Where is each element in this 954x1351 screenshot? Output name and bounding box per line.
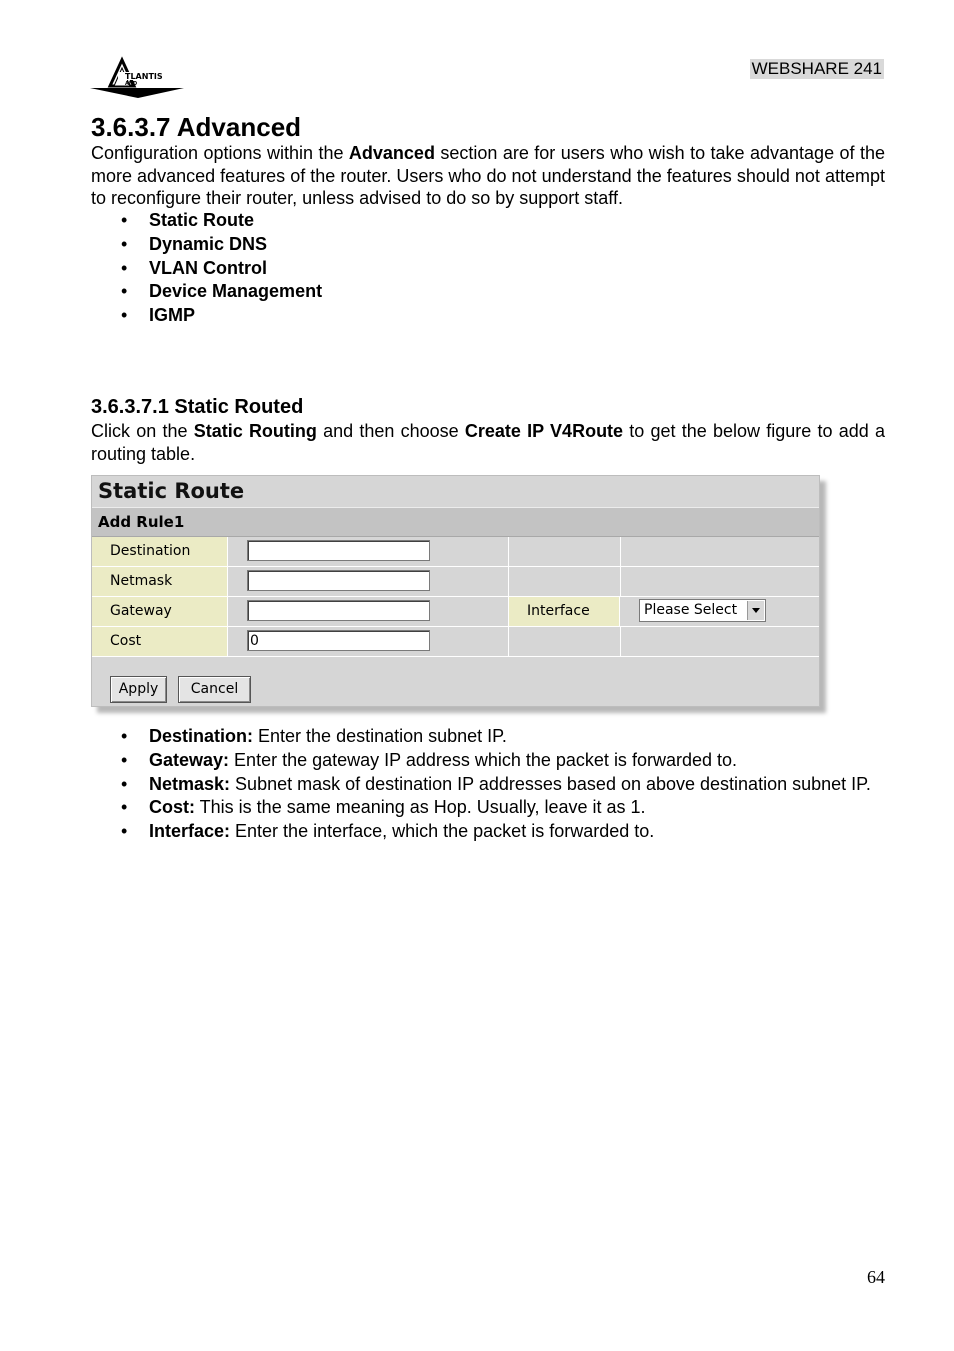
destination-input[interactable] bbox=[247, 540, 430, 561]
advanced-items-list bbox=[91, 209, 885, 328]
netmask-label: Netmask bbox=[92, 567, 228, 596]
subsection-title: 3.6.3.7.1 Static Routed bbox=[91, 396, 304, 418]
netmask-row bbox=[92, 567, 819, 597]
cost-input[interactable] bbox=[247, 630, 430, 651]
netmask-input[interactable] bbox=[247, 570, 430, 591]
panel-subtitle-bar bbox=[92, 507, 819, 537]
field-definitions-list bbox=[91, 725, 885, 844]
list-item: • Device Management bbox=[91, 280, 885, 304]
list-item: • Gateway: Enter the gateway IP address which the packet is forwarded to. bbox=[91, 749, 885, 773]
gateway-input[interactable] bbox=[247, 600, 430, 621]
list-item: • Dynamic DNS bbox=[91, 233, 885, 257]
interface-label: Interface bbox=[509, 597, 620, 626]
static-route-panel bbox=[91, 475, 820, 707]
list-item: • IGMP bbox=[91, 304, 885, 328]
cancel-button[interactable]: Cancel bbox=[178, 676, 251, 703]
subsection-intro: Click on the Static Routing and then choose Create IP V4Route to get the below figure to add a routing table. bbox=[91, 421, 885, 464]
page-number: 64 bbox=[867, 1267, 885, 1287]
list-item: • Cost: This is the same meaning as Hop. Usually, leave it as 1. bbox=[91, 796, 885, 820]
interface-select[interactable] bbox=[639, 599, 766, 622]
svg-text:TLANTIS: TLANTIS bbox=[125, 72, 163, 81]
section-title: 3.6.3.7 Advanced bbox=[91, 112, 302, 142]
panel-title: Static Route bbox=[98, 479, 245, 503]
apply-button[interactable]: Apply bbox=[110, 676, 167, 703]
svg-text:AND: AND bbox=[125, 81, 138, 87]
atlantis-logo bbox=[88, 54, 188, 102]
list-item: • VLAN Control bbox=[91, 257, 885, 281]
product-name: WEBSHARE 241 bbox=[751, 59, 882, 78]
list-item: • Static Route bbox=[91, 209, 885, 233]
destination-label: Destination bbox=[92, 537, 228, 566]
interface-selected-value: Please Select bbox=[644, 602, 738, 618]
list-item: • Interface: Enter the interface, which the packet is forwarded to. bbox=[91, 820, 885, 844]
list-item: • Destination: Enter the destination subnet IP. bbox=[91, 725, 885, 749]
chevron-down-icon[interactable] bbox=[747, 601, 764, 620]
cost-label: Cost bbox=[92, 627, 228, 656]
gateway-row bbox=[92, 597, 819, 627]
cost-row bbox=[92, 627, 819, 657]
gateway-label: Gateway bbox=[92, 597, 228, 626]
panel-subtitle: Add Rule1 bbox=[98, 513, 185, 531]
destination-row bbox=[92, 537, 819, 567]
section-intro: Configuration options within the Advanced section are for users who wish to take advantage of the more advanced features of the router. Users who do not understand the features should not attempt to reconfigure their router, unless advised to do so by support staff. bbox=[91, 143, 885, 208]
list-item: • Netmask: Subnet mask of destination IP addresses based on above destination subnet IP. bbox=[91, 773, 885, 797]
